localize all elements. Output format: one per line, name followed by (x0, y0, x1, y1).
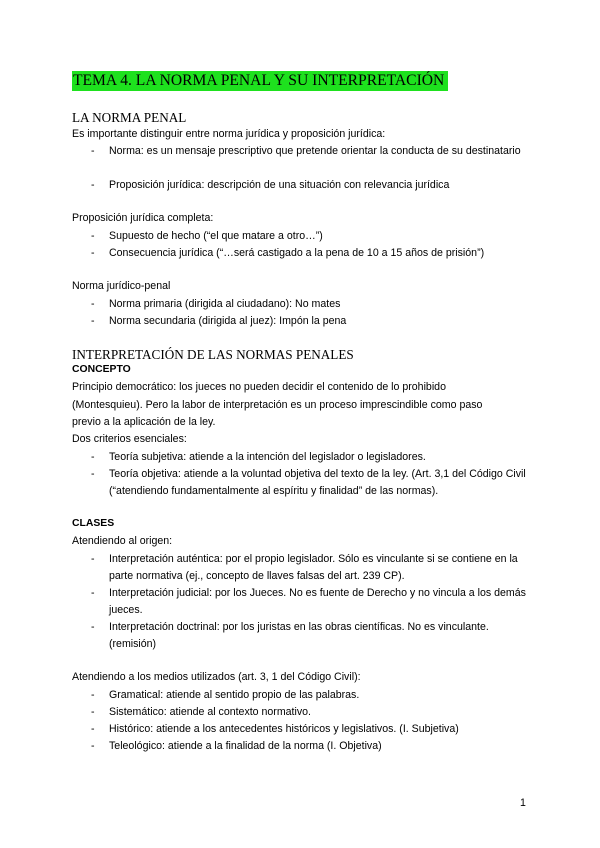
list-item-text: Sistemático: atiende al contexto normativo. (109, 706, 311, 718)
bullet-dash: - (91, 179, 95, 191)
list-item-text: Supuesto de hecho (“el que matare a otro…”) (109, 230, 323, 242)
bullet-dash: - (91, 706, 95, 718)
list-item-text: Proposición jurídica: descripción de una situación con relevancia jurídica (109, 179, 450, 191)
document-title: TEMA 4. LA NORMA PENAL Y SU INTERPRETACIÓN (72, 71, 448, 91)
bullet-dash: - (91, 315, 95, 327)
intro-text: Es importante distinguir entre norma jurídica y proposición jurídica: (72, 128, 386, 140)
list-item-text: Norma: es un mensaje prescriptivo que pretende orientar la conducta de su destinatario (109, 145, 521, 157)
origen-label: Atendiendo al origen: (72, 535, 173, 547)
medios-label: Atendiendo a los medios utilizados (art. 3, 1 del Código Civil): (72, 671, 361, 683)
subheading-concepto: CONCEPTO (72, 364, 131, 375)
concepto-line: (Montesquieu). Pero la labor de interpretación es un proceso imprescindible como paso (72, 399, 483, 411)
bullet-dash: - (91, 621, 95, 633)
complete-proposition-label: Proposición jurídica completa: (72, 212, 214, 224)
criterios-label: Dos criterios esenciales: (72, 433, 187, 445)
section-heading-norma-penal: LA NORMA PENAL (72, 110, 187, 125)
bullet-dash: - (91, 740, 95, 752)
list-item-text: Teoría subjetiva: atiende a la intención del legislador o legisladores. (109, 451, 426, 463)
penal-norm-label: Norma jurídico-penal (72, 280, 171, 292)
list-item-text: Norma secundaria (dirigida al juez): Impón la pena (109, 315, 347, 327)
list-item-text: Histórico: atiende a los antecedentes históricos y legislativos. (I. Subjetiva) (109, 723, 459, 735)
list-item-text: Teleológico: atiende a la finalidad de la norma (I. Objetiva) (109, 740, 382, 752)
list-item-text: Consecuencia jurídica (“…será castigado a la pena de 10 a 15 años de prisión”) (109, 247, 485, 259)
subheading-clases: CLASES (72, 518, 115, 529)
bullet-dash: - (91, 723, 95, 735)
bullet-dash: - (91, 298, 95, 310)
section-heading-interpretacion: INTERPRETACIÓN DE LAS NORMAS PENALES (72, 347, 354, 362)
list-item-text: Teoría objetiva: atiende a la voluntad objetiva del texto de la ley. (Art. 3,1 del Código Civil (“atendiendo fundamentalmente al espíritu y finalidad” de las normas). (109, 468, 526, 497)
concepto-line: previo a la aplicación de la ley. (72, 416, 216, 428)
concepto-line: Principio democrático: los jueces no pueden decidir el contenido de lo prohibido (72, 381, 446, 393)
bullet-dash: - (91, 247, 95, 259)
page-number: 1 (520, 797, 526, 809)
list-item-text: Gramatical: atiende al sentido propio de las palabras. (109, 689, 360, 701)
list-item-text: Interpretación auténtica: por el propio legislador. Sólo es vinculante si se contiene en la parte normativa (ej., concepto de llaves falsas del art. 239 CP). (109, 553, 518, 582)
list-item-text: Interpretación doctrinal: por los juristas en las obras científicas. No es vinculante. (remisión) (109, 621, 489, 650)
bullet-dash: - (91, 587, 95, 599)
bullet-dash: - (91, 468, 95, 480)
bullet-dash: - (91, 553, 95, 565)
list-item-text: Norma primaria (dirigida al ciudadano): No mates (109, 298, 341, 310)
bullet-dash: - (91, 145, 95, 157)
list-item-text: Interpretación judicial: por los Jueces. No es fuente de Derecho y no vincula a los demás jueces. (109, 587, 526, 616)
bullet-dash: - (91, 689, 95, 701)
bullet-dash: - (91, 451, 95, 463)
bullet-dash: - (91, 230, 95, 242)
